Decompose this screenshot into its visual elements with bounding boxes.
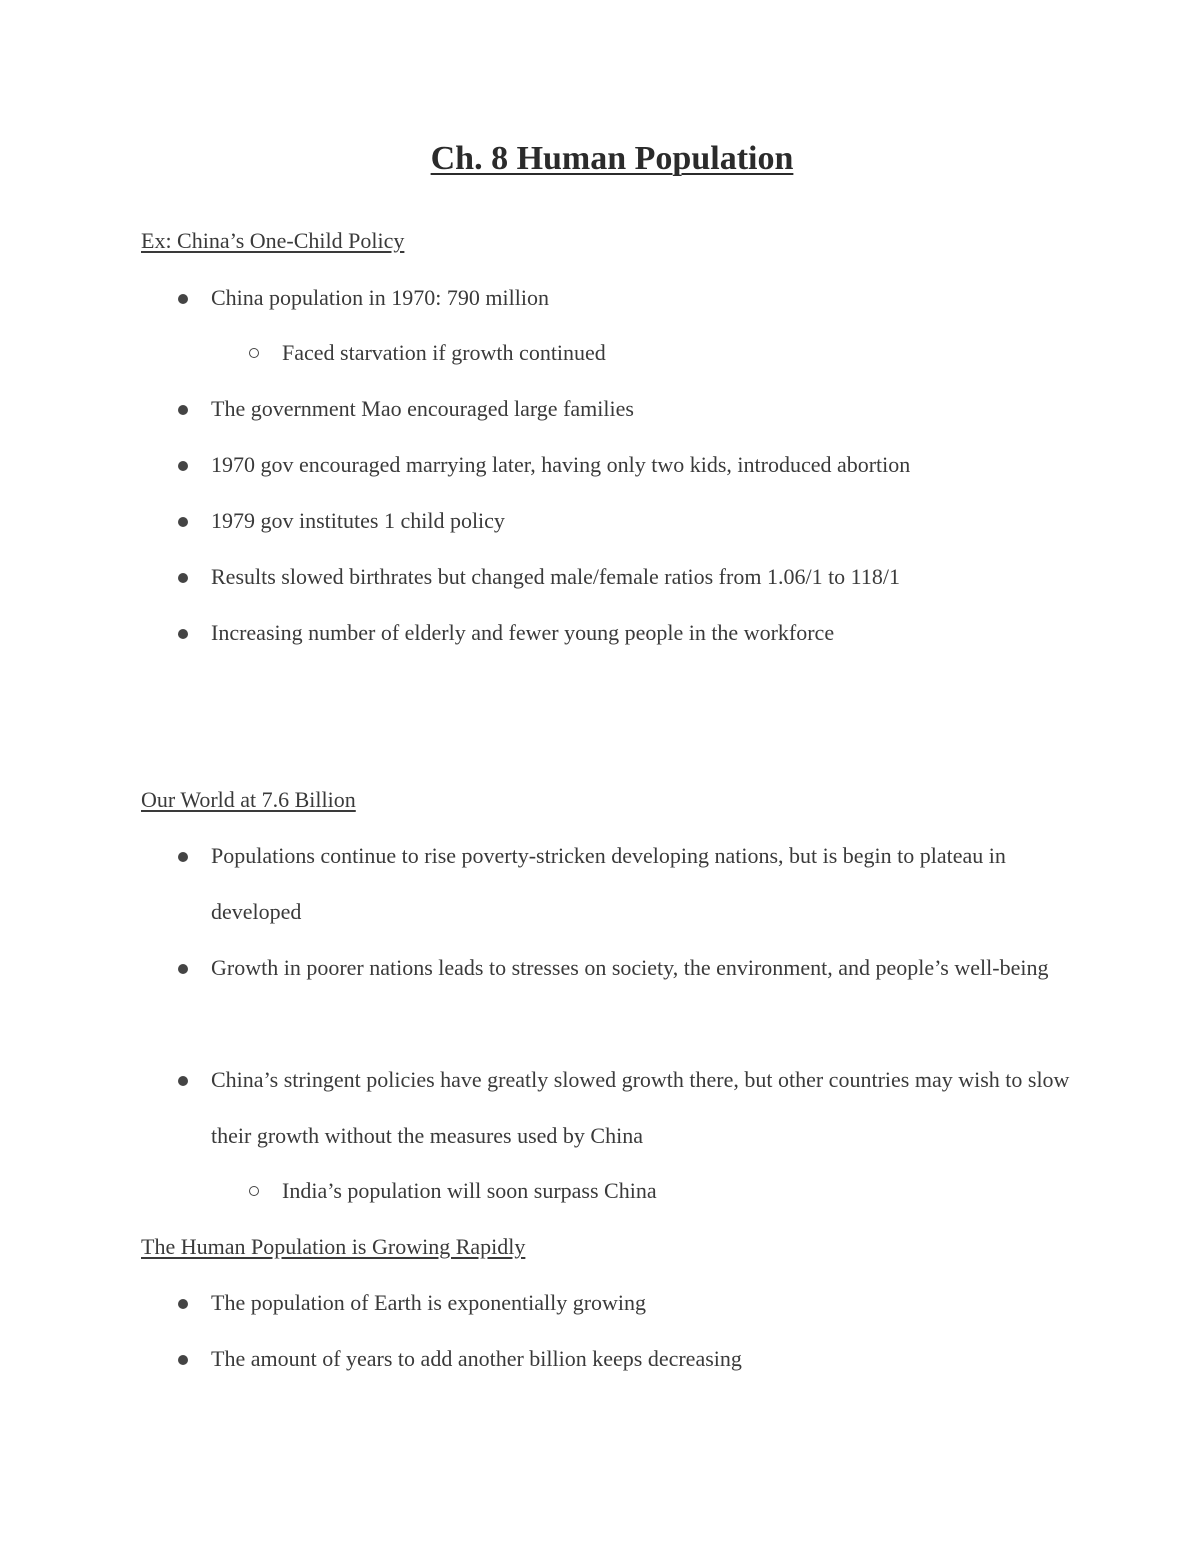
list-item-text: 1979 gov institutes 1 child policy (211, 508, 505, 533)
list-item (211, 381, 1071, 437)
list-item-text: India’s population will soon surpass China (282, 1178, 657, 1203)
hollow-bullet-icon (249, 348, 259, 358)
list-item-text: 1970 gov encouraged marrying later, having only two kids, introduced abortion (211, 452, 911, 477)
filled-bullet-icon (178, 405, 188, 415)
filled-bullet-icon (178, 629, 188, 639)
list-item (211, 1052, 1071, 1164)
list-item (282, 325, 1072, 381)
list-item (211, 940, 1071, 996)
list-item-text: The amount of years to add another billion keeps decreasing (211, 1346, 742, 1371)
list-item (211, 437, 1071, 493)
list-item-text: China population in 1970: 790 million (211, 285, 549, 310)
filled-bullet-icon (178, 1076, 188, 1086)
list-item (211, 549, 1071, 605)
filled-bullet-icon (178, 852, 188, 862)
filled-bullet-icon (178, 294, 188, 304)
list-item-text: Increasing number of elderly and fewer young people in the workforce (211, 620, 835, 645)
list-item (211, 270, 1071, 326)
filled-bullet-icon (178, 517, 188, 527)
filled-bullet-icon (178, 573, 188, 583)
list-item (211, 1275, 1071, 1331)
page-title: Ch. 8 Human Population (430, 140, 794, 177)
list-item-text: Results slowed birthrates but changed male/female ratios from 1.06/1 to 118/1 (211, 564, 900, 589)
list-item (211, 1331, 1071, 1387)
list-item (211, 828, 1071, 940)
list-item-text: The government Mao encouraged large families (211, 396, 634, 421)
filled-bullet-icon (178, 1299, 188, 1309)
list-item-text: Growth in poorer nations leads to stresses on society, the environment, and people’s well-being (211, 955, 1049, 980)
list-item-text: Faced starvation if growth continued (282, 340, 606, 365)
list-item-text: The population of Earth is exponentially growing (211, 1290, 647, 1315)
list-item (282, 1163, 1072, 1219)
section-heading-china-policy: Ex: China’s One-Child Policy (141, 228, 405, 253)
hollow-bullet-icon (249, 1186, 259, 1196)
list-item-text: China’s stringent policies have greatly slowed growth there, but other countries may wish to slow their growth without the measures used by China (211, 1067, 1070, 1148)
section-heading-growth: The Human Population is Growing Rapidly (141, 1234, 526, 1259)
list-item (211, 493, 1071, 549)
filled-bullet-icon (178, 461, 188, 471)
section-heading-world-population: Our World at 7.6 Billion (141, 787, 356, 812)
filled-bullet-icon (178, 1355, 188, 1365)
filled-bullet-icon (178, 964, 188, 974)
list-item-text: Populations continue to rise poverty-stricken developing nations, but is begin to plateau in developed (211, 843, 1006, 924)
list-item (211, 605, 1071, 661)
